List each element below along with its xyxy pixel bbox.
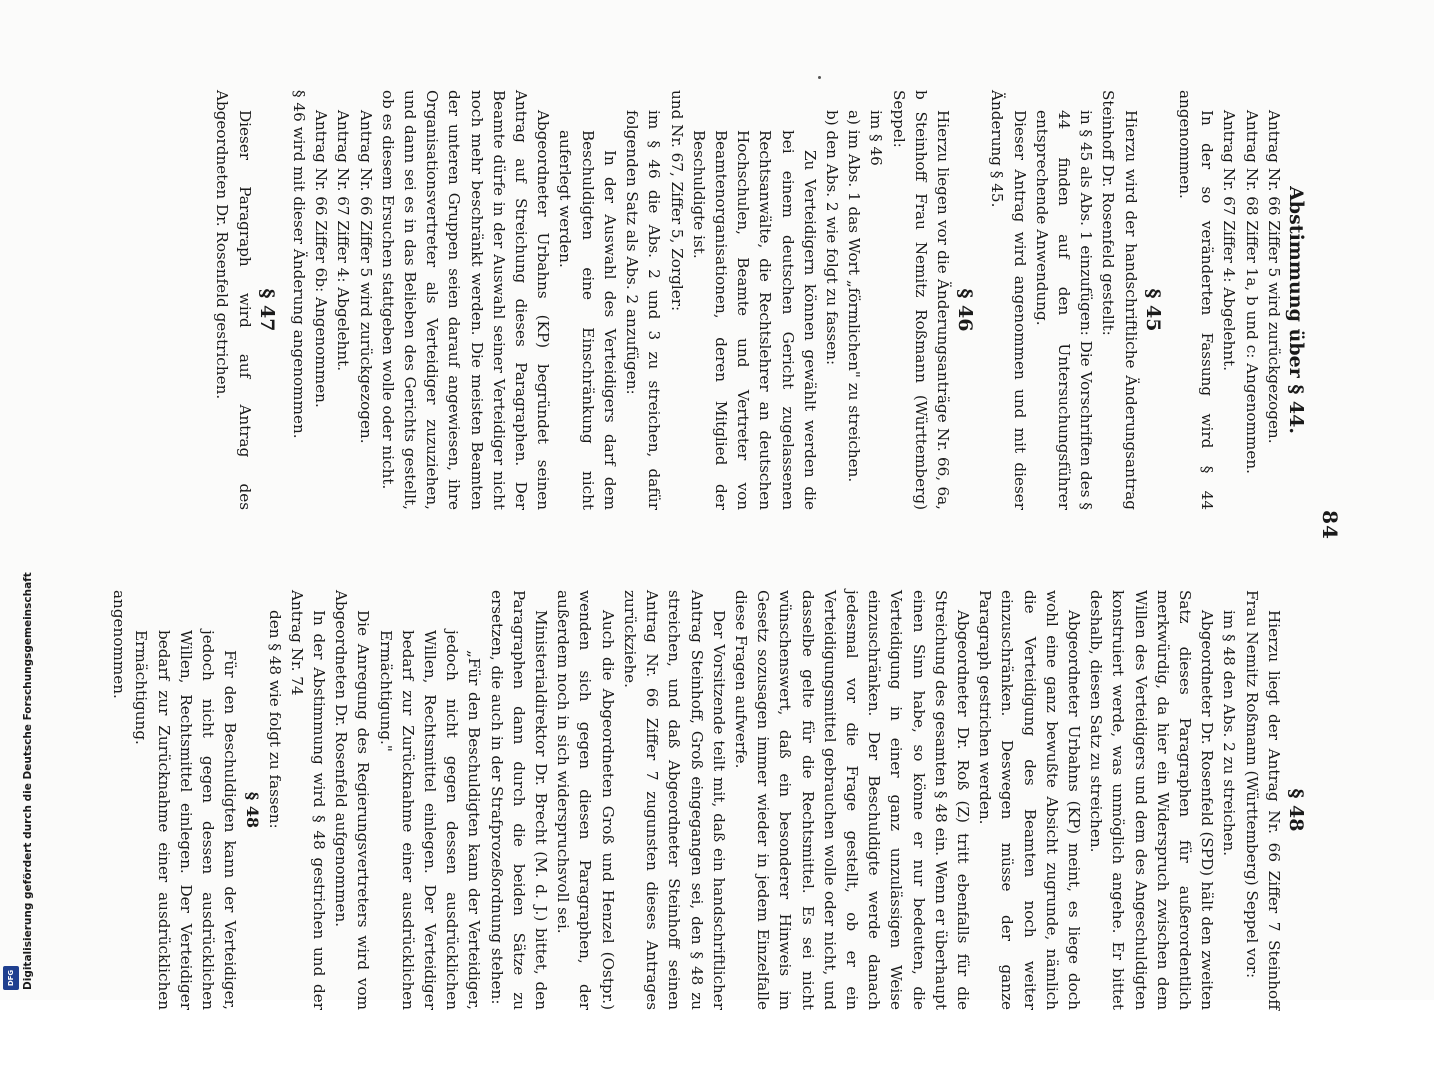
section-heading-48: § 48 (1285, 788, 1307, 832)
paragraph: Antrag Nr. 67 Ziffer 4: Abgelehnt. (334, 110, 353, 372)
section-heading-47: § 47 (255, 288, 278, 332)
paragraph: Der Vorsitzende teilt mit, daß ein handschriftlicher Antrag Steinhoff, Groß eingegangen sei, den § 48 zu streichen, und daß Abgeordneter Steinhoff seinen Antrag Nr. 66 Ziffer 7 zugunsten dieses Antrages zurückziehe. (620, 590, 728, 1010)
sub-heading-48: § 48 (243, 791, 263, 829)
paragraph: Antrag Nr. 66 Ziffer 5 wird zurückgezogen. (1264, 110, 1283, 444)
paragraph: Abgeordneter Urbahns (KP) meint, es liege doch wohl eine ganz bewußte Absicht zugrunde, nämlich die Verteidigung des Beamten noch weiter einzuschränken. Deswegen müsse der ganze Paragraph gestrichen werden. (976, 590, 1083, 1010)
section-heading-46: § 46 (954, 288, 977, 332)
paragraph: Abgeordneter Dr. Rosenfeld (SPD) hält den zweiten Satz dieses Paragraphen für außerordentlich merkwürdig, da hier ein Widerspruch zwischen dem Willen des Verteidigers und dem des Angeschuldigten konstruiert werde, was unmöglich angehe. Er bittet deshalb, diesen Satz zu streichen. (1087, 590, 1217, 1010)
logo-text: DFG (7, 969, 16, 987)
quoted-text: Zu Verteidigern können gewählt werden die bei einem deutschen Gericht zugelassenen Rechtsanwälte, die Rechtslehrer an deutschen Hochschulen, Beamte und Vertreter von Beamtenorganisationen, deren Mitglied der Beschuldigte ist. (689, 130, 819, 510)
paragraph: Dieser Antrag wird angenommen und mit dieser Änderung § 45. (988, 90, 1029, 510)
section-heading-45: § 45 (1141, 288, 1164, 332)
paragraph: Abgeordneter Urbahns (KP) begründet seinen Antrag auf Streichung dieses Paragraphen. Der Beamte dürfe in der Auswahl seiner Verteidiger nicht noch mehr beschränkt werden. Die meisten Beamten der unteren Gruppen seien darauf angewiesen, ihre Organisationsvertreter als Verteidiger zuzuziehen, und dann sei es in das Belieben des Gerichts gestellt, ob es diesem Ersuchen stattgeben wolle oder nicht. (378, 90, 553, 510)
paragraph: Dieser Paragraph wird auf Antrag des Abgeordneten Dr. Rosenfeld gestrichen. (213, 90, 254, 510)
paragraph: Hierzu wird der handschriftliche Änderungsantrag Steinhoff Dr. Rosenfeld gestellt: (1099, 90, 1140, 510)
dfg-logo (3, 966, 19, 990)
paragraph: Auch die Abgeordneten Groß und Henzel (Ostpr.) wenden sich gegen diesen Paragraphen, der außerdem noch in sich widerspruchsvoll sei. (554, 590, 617, 1010)
page-number: 84 (1318, 510, 1342, 540)
paragraph: im § 46 (867, 110, 886, 166)
paragraph: § 46 wird mit dieser Änderung angenommen. (290, 90, 309, 439)
quoted-text: In der Auswahl des Verteidigers darf dem Beschuldigten eine Einschränkung nicht auferlegt werden. (556, 130, 619, 510)
paragraph: In der so veränderten Fassung wird § 44 angenommen. (1175, 90, 1217, 510)
right-column (108, 590, 1307, 1010)
vote-heading-44: Abstimmung über § 44. (1285, 186, 1307, 434)
paragraph: Antrag Nr. 66 Ziffer 6b: Angenommen. (312, 110, 331, 408)
quoted-text: „Für den Beschuldigten kann der Verteidiger, jedoch nicht gegen dessen ausdrücklichen Willen, Rechtsmittel einlegen. Der Verteidiger bedarf zur Zurücknahme einer ausdrücklichen Ermächtigung." (376, 630, 484, 1010)
quoted-text: Für den Beschuldigten kann der Verteidiger, jedoch nicht gegen dessen ausdrücklichen Willen, Rechtsmittel einlegen. Der Verteidiger bedarf zur Zurücknahme einer ausdrücklichen Ermächtigung. (132, 630, 240, 1010)
left-column (211, 90, 1307, 510)
paragraph: im § 46 die Abs. 2 und 3 zu streichen, dafür folgenden Satz als Abs. 2 anzufügen: (623, 110, 664, 510)
paragraph: Antrag Nr. 66 Ziffer 5 wird zurückgezogen. (356, 110, 375, 444)
paragraph: Abgeordneter Dr. Roß (Z) tritt ebenfalls für die Streichung des gesamten § 48 ein. Wenn er überhaupt einen Sinn habe, so könne er nur bedeuten, die Verteidigung in einer ganz unzulässigen Weise einzuschränken. Der Beschuldigte werde danach jedesmal vor die Frage gestellt, ob er ein Verteidigungsmittel gebrauchen wolle oder nicht, und dasselbe gelte für die Rechtsmittel. Es sei nicht wünschenswert, daß ein besonderer Hinweis im Gesetz sozusagen immer wieder in jedem Einzelfalle diese Fragen aufwerfe. (731, 590, 972, 1010)
paragraph: im § 48 den Abs. 2 zu streichen. (1220, 610, 1239, 857)
paragraph: angenommen. (110, 590, 129, 699)
paragraph: Hierzu liegt der Antrag Nr. 66 Ziffer 7 Steinhoff Frau Nemitz Roßmann (Württemberg) Seppel vor: (1242, 590, 1283, 1010)
digitization-footer (0, 0, 34, 1000)
list-item-a: a) im Abs. 1 das Wort „förmlichen" zu streichen. (845, 110, 864, 483)
paragraph: In der Abstimmung wird § 48 gestrichen und der Antrag Nr. 74 (287, 590, 329, 1010)
paragraph: Antrag Nr. 68 Ziffer 1a, b und c: Angenommen. (1242, 110, 1261, 474)
paragraph: und Nr. 67, Ziffer 5, Zorgler: (667, 90, 686, 312)
paragraph: in § 45 als Abs. 1 einzufügen: Die Vorschriften des § 44 finden auf den Untersuchungsführer entsprechende Anwendung. (1032, 110, 1096, 510)
paragraph: Ministerialdirektor Dr. Brecht (M. d. J.) bittet, den Paragraphen dann durch die beiden Sätze zu ersetzen, die auch in der Strafprozeßordnung stehen: (487, 590, 551, 1010)
paragraph: Die Anregung des Regierungsvertreters wird vom Abgeordneten Dr. Rosenfeld aufgenommen. (332, 590, 373, 1010)
list-item-b: b) den Abs. 2 wie folgt zu fassen: (822, 110, 841, 366)
rotated-page-content (102, 70, 1342, 1070)
footer-text: Digitalisierung gefördert durch die Deutsche Forschungsgemeinschaft (22, 572, 34, 990)
paragraph: Antrag Nr. 67 Ziffer 4: Abgelehnt. (1220, 110, 1239, 372)
paragraph: den § 48 wie folgt zu fassen: (265, 610, 284, 829)
paragraph: Hierzu liegen vor die Änderungsanträge Nr. 66, 6a, b Steinhoff Frau Nemitz Roßmann (Württemberg) Seppel: (889, 90, 952, 510)
